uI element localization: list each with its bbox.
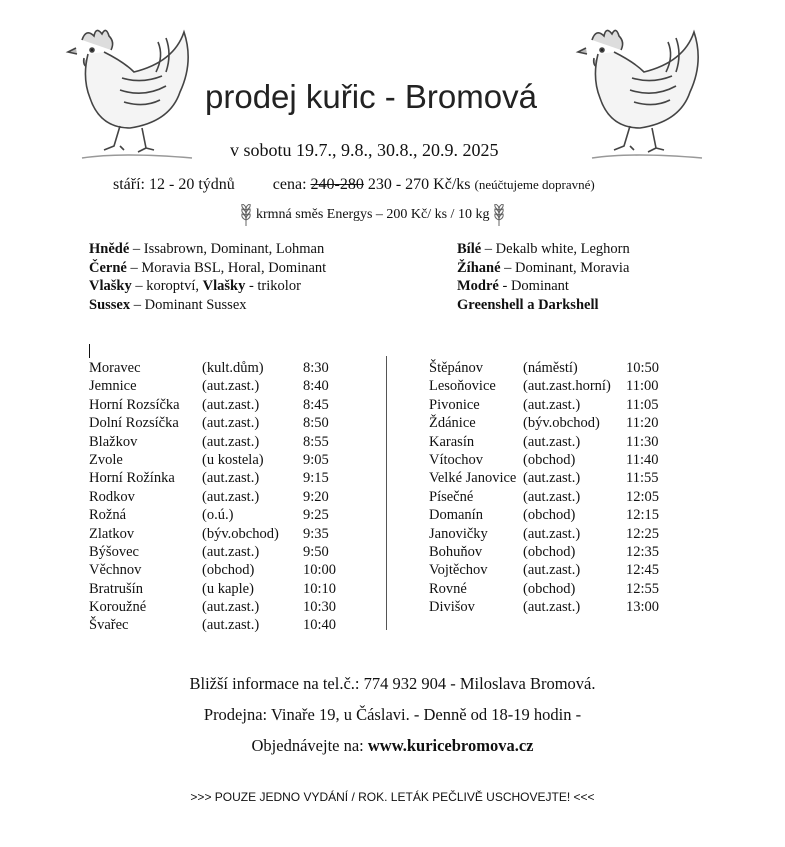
stop-location: (kult.dům) [202,360,264,376]
stop-place: Vojtěchov [429,562,488,579]
stop-time: 10:40 [303,617,337,634]
stop-time: 13:00 [626,599,660,616]
stop-time: 8:40 [303,378,329,395]
stop-location: (aut.zast.) [523,488,581,505]
stop-location: (aut.zast.) [523,562,581,579]
stop-time: 12:15 [626,507,660,524]
stop-place: Horní Rozsíčka [89,396,180,413]
hen-illustration-left [62,18,212,168]
stop-time: 9:05 [303,451,329,468]
breed-item: Vlašky – koroptví, Vlašky - trikolor [89,278,301,294]
order-label: Objednávejte na: [251,736,368,755]
stop-time: 8:45 [303,396,329,413]
stop-location: (býv.obchod) [202,525,279,542]
stop-place: Rovné [429,580,467,597]
stop-location: (aut.zast.) [523,599,581,616]
stop-place: Bratrušín [89,580,143,597]
stop-place: Štěpánov [429,360,483,376]
feed-text: krmná směs Energys – 200 Kč/ ks / 10 kg [256,207,490,222]
age-price-line [113,176,595,194]
stop-location: (náměstí) [523,360,578,376]
stop-time: 12:35 [626,543,660,560]
stop-place: Moravec [89,360,141,376]
stop-place: Jemnice [89,378,137,395]
price-new: 230 - 270 Kč/ks [367,176,471,193]
stop-time: 9:50 [303,543,329,560]
stop-time: 8:30 [303,360,329,376]
breed-item: Modré - Dominant [457,278,569,294]
price-note: (neúčtujeme dopravné) [474,177,595,192]
stop-time: 12:05 [626,488,660,505]
info-order [0,736,785,756]
stop-location: (aut.zast.) [202,433,260,450]
stop-location: (aut.zast.) [202,488,260,505]
stop-place: Karasín [429,433,475,450]
stop-time: 8:55 [303,433,329,450]
breed-item: Bílé – Dekalb white, Leghorn [457,241,630,257]
hen-illustration-right [572,18,722,168]
stop-place: Blažkov [89,433,138,450]
stop-place: Rodkov [89,488,135,505]
stop-place: Věchnov [89,562,142,579]
stop-location: (aut.zast.) [202,378,260,395]
stop-place: Koroužné [89,599,147,616]
stop-time: 8:50 [303,415,329,432]
stop-location: (aut.zast.) [523,525,581,542]
stop-location: (aut.zast.) [202,396,260,413]
stop-time: 11:20 [626,415,659,432]
stop-place: Divišov [429,599,475,616]
order-url[interactable]: www.kuricebromova.cz [367,736,534,755]
stop-time: 10:50 [626,360,660,376]
stop-location: (o.ú.) [202,507,234,524]
stop-time: 9:15 [303,470,329,487]
stop-time: 9:25 [303,507,329,524]
breed-item: Greenshell a Darkshell [457,296,599,313]
stop-time: 12:25 [626,525,660,542]
stop-location: (aut.zast.) [202,599,260,616]
stop-time: 12:45 [626,562,660,579]
sale-dates: v sobotu 19.7., 9.8., 30.8., 20.9. 2025 [230,140,499,160]
stop-time: 11:55 [626,470,659,487]
breeds-left [89,240,326,314]
feed-line [240,204,505,226]
stop-place: Janovičky [429,525,488,542]
breed-item: Sussex – Dominant Sussex [89,296,247,313]
stop-time: 10:10 [303,580,337,597]
stop-location: (aut.zast.) [202,470,260,487]
age-label: stáří: 12 - 20 týdnů [113,176,235,193]
breeds-right [457,240,630,314]
stop-time: 11:00 [626,378,659,395]
stop-location: (aut.zast.) [202,543,260,560]
price-label: cena: [272,176,307,193]
breed-item: Žíhané – Dominant, Moravia [457,259,630,276]
stop-location: (aut.zast.) [202,617,260,634]
stop-place: Ždánice [429,415,476,432]
text-cursor [89,344,90,358]
stop-place: Horní Rožínka [89,470,175,487]
stop-time: 10:00 [303,562,337,579]
stop-location: (obchod) [523,451,576,468]
stop-place: Domanín [429,507,483,524]
stop-time: 11:30 [626,433,659,450]
breed-item: Hnědé – Issabrown, Dominant, Lohman [89,241,325,257]
price-old: 240-280 [310,176,364,193]
stop-location: (aut.zast.) [202,415,260,432]
stop-time: 12:55 [626,580,660,597]
stop-location: (obchod) [523,543,576,560]
stop-time: 10:30 [303,599,337,616]
stop-place: Zvole [89,451,123,468]
stop-location: (býv.obchod) [523,415,600,432]
stop-location: (u kaple) [202,580,254,597]
stop-time: 11:40 [626,451,659,468]
stop-place: Písečné [429,488,474,505]
stop-place: Velké Janovice [429,470,517,487]
stop-place: Bohuňov [429,543,483,560]
stop-location: (obchod) [523,580,576,597]
stop-location: (aut.zast.) [523,433,581,450]
stop-place: Pivonice [429,396,480,413]
info-shop: Prodejna: Vinaře 19, u Čáslavi. - Denně od 18-19 hodin - [203,705,582,724]
wheat-icon [240,204,252,226]
stop-location: (aut.zast.) [523,470,581,487]
stop-location: (obchod) [523,507,576,524]
stop-location: (aut.zast.) [523,396,581,413]
breed-item: Černé – Moravia BSL, Horal, Dominant [89,259,327,276]
stop-location: (aut.zast.horní) [523,378,611,395]
wheat-icon [493,204,505,226]
info-phone: Bližší informace na tel.č.: 774 932 904 - Miloslava Bromová. [189,674,596,693]
column-divider [386,356,387,630]
stop-place: Švařec [89,617,129,634]
page-title: prodej kuřic - Bromová [205,78,537,115]
stop-time: 9:35 [303,525,329,542]
stop-place: Zlatkov [89,525,135,542]
stop-place: Rožná [89,507,127,524]
stop-location: (obchod) [202,562,255,579]
stop-time: 9:20 [303,488,329,505]
stop-place: Lesoňovice [429,378,496,395]
stop-location: (u kostela) [202,451,264,468]
stop-place: Vítochov [429,451,483,468]
stop-place: Dolní Rozsíčka [89,415,179,432]
footer-note: >>> POUZE JEDNO VYDÁNÍ / ROK. LETÁK PEČLIVĚ USCHOVEJTE! <<< [190,790,595,804]
stop-time: 11:05 [626,396,659,413]
stop-place: Býšovec [89,543,139,560]
